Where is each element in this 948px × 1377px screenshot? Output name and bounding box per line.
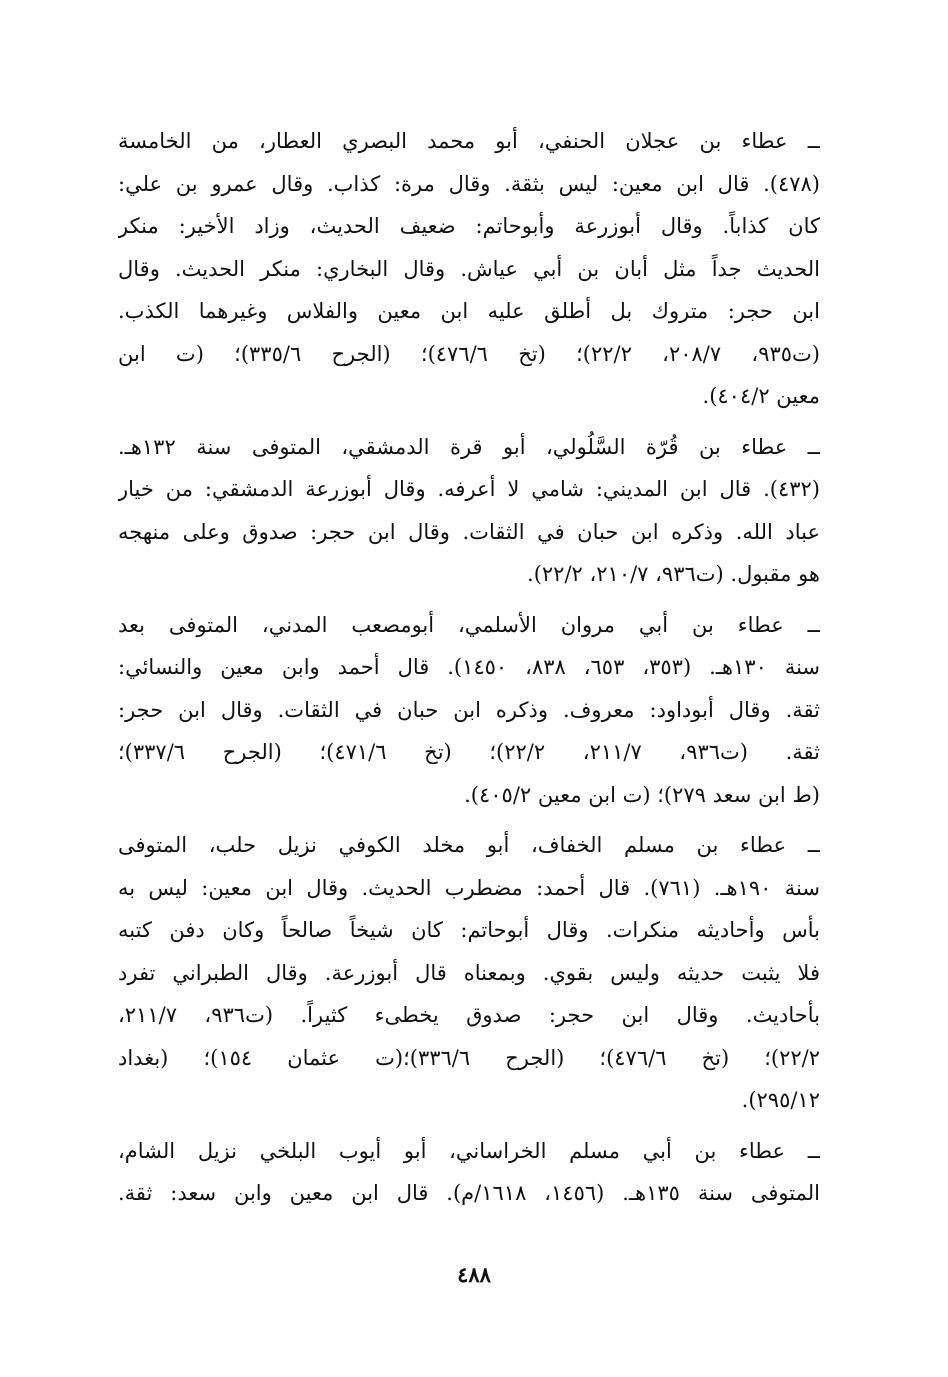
text-line: بأس وأحاديثه منكرات. وقال أبوحاتم: كان شيخاً صالحاً وكان دفن كتبه xyxy=(118,918,820,942)
text-line: ثقة. (ت٩٣٦، ٢١١/٧، ٢٢/٢)؛ (تخ ٤٧١/٦)؛ (الجرح ٣٣٧/٦)؛ xyxy=(118,740,820,764)
text-line: ابن حجر: متروك بل أطلق عليه ابن معين والفلاس وغيرهما الكذب. xyxy=(118,299,820,323)
text-line: هو مقبول. (ت٩٣٦، ٢١٠/٧، ٢٢/٢). xyxy=(527,562,820,586)
text-line: الحديث جداً مثل أبان بن أبي عياش. وقال البخاري: منكر الحديث. وقال xyxy=(118,256,820,281)
text-line: (ط ابن سعد ٢٧٩)؛ (ت ابن معين ٤٠٥/٢). xyxy=(464,782,820,807)
text-line: ــ عطاء بن قُرّة السَّلُولي، أبو قرة الدمشقي، المتوفى سنة ١٣٢هـ. xyxy=(118,434,820,459)
text-line: ثقة. وقال أبوداود: معروف. وذكره ابن حبان في الثقات. وقال ابن حجر: xyxy=(118,697,820,722)
text-line: ــ عطاء بن مسلم الخفاف، أبو مخلد الكوفي نزيل حلب، المتوفى xyxy=(118,833,820,857)
text-line: عباد الله. وذكره ابن حبان في الثقات. وقال ابن حجر: صدوق وعلى منهجه xyxy=(118,519,820,544)
document-body xyxy=(118,120,820,1223)
page-number: ٤٨٨ xyxy=(457,1262,491,1287)
text-line: ــ عطاء بن عجلان الحنفي، أبو محمد البصري العطار، من الخامسة xyxy=(118,129,820,153)
text-line: سنة ١٩٠هـ. (٧٦١). قال أحمد: مضطرب الحديث. وقال ابن معين: ليس به xyxy=(118,875,820,900)
text-line: ــ عطاء بن أبي مروان الأسلمي، أبومصعب المدني، المتوفى بعد xyxy=(118,612,820,637)
text-line: (٤٧٨). قال ابن معين: ليس بثقة. وقال مرة: كذاب. وقال عمرو بن علي: xyxy=(118,171,820,196)
text-line: بأحاديث. وقال ابن حجر: صدوق يخطىء كثيراً. (ت٩٣٦، ٢١١/٧، xyxy=(118,1003,820,1027)
text-line: ٢٩٥/١٢). xyxy=(741,1088,820,1112)
text-line: سنة ١٣٠هـ. (٣٥٣، ٦٥٣، ٨٣٨، ١٤٥٠). قال أحمد وابن معين والنسائي: xyxy=(118,655,820,679)
text-line: ــ عطاء بن أبي مسلم الخراساني، أبو أيوب البلخي نزيل الشام، xyxy=(118,1138,820,1163)
text-line: معين ٤٠٤/٢). xyxy=(702,384,820,408)
text-line: فلا يثبت حديثه وليس بقوي. وبمعناه قال أبوزرعة. وقال الطبراني تفرد xyxy=(118,960,820,985)
text-line: (ت٩٣٥، ٢٠٨/٧، ٢٢/٢)؛ (تخ ٤٧٦/٦)؛ (الجرح ٣٣٥/٦)؛ (ت ابن xyxy=(118,341,820,366)
biography-entry-ata-ibn-muslim xyxy=(118,824,820,1122)
text-line: (٤٣٢). قال ابن المديني: شامي لا أعرفه. وقال أبوزرعة الدمشقي: من خيار xyxy=(118,477,820,501)
biography-entry-ata-ibn-abi-marwan xyxy=(118,604,820,817)
biography-entry-ata-ibn-qurra xyxy=(118,426,820,596)
biography-entry-ata-ibn-abi-muslim xyxy=(118,1130,820,1215)
text-line: ٢٢/٢)؛ (تخ ٤٧٦/٦)؛ (الجرح ٣٣٦/٦)؛(ت عثمان ١٥٤)؛ (بغداد xyxy=(118,1045,820,1070)
text-line: كان كذاباً. وقال أبوزرعة وأبوحاتم: ضعيف الحديث، وزاد الأخير: منكر xyxy=(118,214,820,238)
biography-entry-ata-ibn-ajlan xyxy=(118,120,820,418)
text-line: المتوفى سنة ١٣٥هـ. (١٤٥٦، ١٦١٨/م). قال ابن معين وابن سعد: ثقة. xyxy=(118,1181,820,1205)
